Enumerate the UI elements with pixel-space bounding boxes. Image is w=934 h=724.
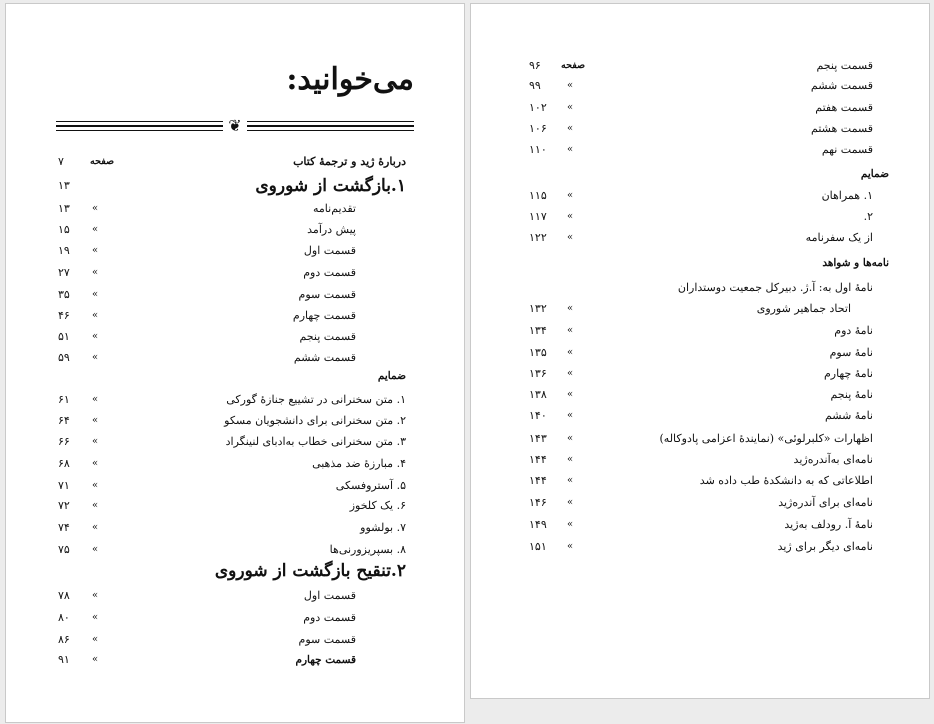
title-ornament <box>56 116 414 135</box>
toc-page-number: ۹۶ <box>529 59 541 72</box>
toc-row <box>46 348 406 368</box>
toc-row <box>46 220 406 240</box>
toc-row <box>46 476 406 496</box>
contents-title: می‌خوانید: <box>286 62 414 97</box>
toc-page-number: ۸۶ <box>58 633 70 646</box>
toc-entry-title: قسمت ششم <box>293 351 356 364</box>
toc-page-number: ۹۹ <box>529 79 541 92</box>
toc-header-row <box>46 152 406 172</box>
toc-entry-title: قسمت چهارم <box>292 309 356 322</box>
ditto-mark: « <box>92 224 99 235</box>
ditto-mark: « <box>567 410 574 421</box>
toc-page-number: ۷ <box>58 155 64 168</box>
toc-entry-title: ۲. <box>863 210 873 223</box>
toc-page-number: ۱۳۸ <box>529 388 547 401</box>
ditto-mark: « <box>92 245 99 256</box>
toc-entry-title: ۳. متن سخنرانی خطاب به‌ادبای لنینگراد <box>225 435 406 448</box>
ditto-mark: « <box>92 612 99 623</box>
ditto-mark: « <box>92 331 99 342</box>
toc-entry-title: قسمت چهارم <box>295 654 356 666</box>
toc-entry-title: ۲. متن سخنرانی برای دانشجویان مسکو <box>224 414 406 427</box>
appendix-heading-row <box>521 164 889 184</box>
toc-entry-title: نامهٔ دوم <box>834 324 873 337</box>
ditto-mark: « <box>92 415 99 426</box>
toc-entry-title: ۱. متن سخنرانی در تشییع جنازهٔ گورکی <box>226 393 406 406</box>
ditto-mark: « <box>92 267 99 278</box>
toc-row <box>521 207 873 227</box>
toc-row <box>521 537 873 557</box>
ditto-mark: « <box>567 497 574 508</box>
toc-entry-title: قسمت ششم <box>810 79 873 92</box>
ditto-mark: « <box>92 500 99 511</box>
toc-entry-title: ۱. همراهان <box>821 189 873 202</box>
toc-page-number: ۱۴۶ <box>529 496 547 509</box>
toc-page-number: ۱۳ <box>58 179 70 192</box>
toc-page-number: ۱۴۳ <box>529 432 547 445</box>
toc-row <box>521 493 873 513</box>
toc-page-number: ۱۳۶ <box>529 367 547 380</box>
toc-row <box>46 496 406 516</box>
toc-entry-title: قسمت هشتم <box>811 122 873 135</box>
toc-entry-title: ۷. بولشوو <box>360 521 406 534</box>
toc-page-number: ۱۳۲ <box>529 302 547 315</box>
toc-page-number: ۶۶ <box>58 435 70 448</box>
toc-page-number: ۱۱۰ <box>529 143 547 156</box>
toc-page-number: ۵۱ <box>58 330 70 343</box>
section-title: ۲.تنقیح بازگشت از شوروی <box>214 561 406 581</box>
toc-entry-title: قسمت اول <box>303 589 356 602</box>
toc-row <box>46 327 406 347</box>
ditto-mark: « <box>567 475 574 486</box>
toc-entry-title: اظهارات «کلبرلوئی» (نمایندهٔ اعزامی پادوکاله) <box>659 432 873 445</box>
ditto-mark: « <box>567 80 574 91</box>
toc-row <box>521 385 873 405</box>
ditto-mark: « <box>92 310 99 321</box>
ditto-mark: « <box>567 190 574 201</box>
toc-row <box>46 241 406 261</box>
ditto-mark: « <box>92 634 99 645</box>
toc-row <box>521 299 873 319</box>
toc-row <box>521 515 873 535</box>
ditto-mark: « <box>567 144 574 155</box>
section-heading-row <box>46 561 406 581</box>
toc-row <box>46 454 406 474</box>
ditto-mark: « <box>567 433 574 444</box>
toc-row <box>46 199 406 219</box>
toc-entry-title: قسمت دوم <box>303 611 356 624</box>
toc-row <box>46 411 406 431</box>
toc-page-number: ۷۱ <box>58 479 70 492</box>
toc-page-number: ۱۰۶ <box>529 122 547 135</box>
toc-page-number: ۳۵ <box>58 288 70 301</box>
toc-entry-title: قسمت هفتم <box>815 101 873 114</box>
toc-entry-title: از یک سفرنامه <box>805 231 873 244</box>
toc-page-number: ۱۵ <box>58 223 70 236</box>
ditto-mark: « <box>567 303 574 314</box>
toc-entry-title: نامه‌ای دیگر برای ژید <box>777 540 873 553</box>
ditto-mark: « <box>92 436 99 447</box>
page-label: صفحه <box>90 156 115 167</box>
ditto-mark: « <box>567 519 574 530</box>
toc-page-number: ۷۲ <box>58 499 70 512</box>
ditto-mark: « <box>92 458 99 469</box>
ditto-mark: « <box>92 522 99 533</box>
toc-page-number: ۷۸ <box>58 589 70 602</box>
appendix-heading-row <box>46 366 406 386</box>
section-title: ۱.بازگشت از شوروی <box>255 176 406 196</box>
ditto-mark: « <box>92 352 99 363</box>
toc-entry-title: قسمت پنجم <box>816 59 873 72</box>
toc-entry-title: ۵. آستروفسکی <box>335 479 406 492</box>
ditto-mark: « <box>567 211 574 222</box>
ditto-mark: « <box>567 541 574 552</box>
ditto-mark: « <box>567 347 574 358</box>
toc-page-number: ۱۹ <box>58 244 70 257</box>
appendix-title: ضمایم <box>377 370 406 382</box>
section-heading-row <box>46 176 406 196</box>
toc-row <box>46 540 406 560</box>
toc-page-number: ۵۹ <box>58 351 70 364</box>
toc-entry-title: نامهٔ اول به: آ.ژ. دبیرکل جمعیت دوستداران <box>677 281 873 294</box>
toc-page-number: ۱۵۱ <box>529 540 547 553</box>
toc-page-number: ۱۴۴ <box>529 453 547 466</box>
toc-page-number: ۸۰ <box>58 611 70 624</box>
toc-row <box>521 119 873 139</box>
left-page <box>5 3 465 723</box>
toc-page-number: ۱۴۹ <box>529 518 547 531</box>
ditto-mark: « <box>92 289 99 300</box>
toc-entry-title: ۸. بسپریزورنی‌ها <box>329 543 406 556</box>
toc-row <box>521 140 873 160</box>
ditto-mark: « <box>92 480 99 491</box>
ditto-mark: « <box>92 203 99 214</box>
toc-entry-title: قسمت دوم <box>303 266 356 279</box>
toc-entry-title: نامه‌ای برای آندره‌ژید <box>778 496 873 509</box>
toc-page-number: ۱۴۰ <box>529 409 547 422</box>
toc-entry-title: اطلاعاتی که به دانشکدهٔ طب داده شد <box>699 474 873 487</box>
ditto-mark: « <box>92 394 99 405</box>
toc-entry-title: قسمت اول <box>303 244 356 257</box>
ditto-mark: « <box>92 544 99 555</box>
page-label: صفحه <box>561 60 586 71</box>
toc-page-number: ۷۴ <box>58 521 70 534</box>
toc-page-number: ۴۶ <box>58 309 70 322</box>
toc-page-number: ۱۴۴ <box>529 474 547 487</box>
toc-row <box>46 263 406 283</box>
toc-page-number: ۶۸ <box>58 457 70 470</box>
toc-page-number: ۱۳۵ <box>529 346 547 359</box>
toc-row <box>521 186 873 206</box>
toc-row <box>46 306 406 326</box>
letters-heading-row <box>521 253 889 273</box>
toc-row <box>521 98 873 118</box>
toc-row <box>46 432 406 452</box>
toc-entry-title: نامهٔ پنجم <box>830 388 873 401</box>
toc-row <box>521 278 873 298</box>
appendix-title: ضمایم <box>860 168 889 180</box>
ditto-mark: « <box>567 389 574 400</box>
toc-row <box>46 285 406 305</box>
toc-page-number: ۹۱ <box>58 653 70 666</box>
toc-entry-title: اتحاد جماهیر شوروی <box>756 302 851 315</box>
right-page <box>470 3 930 699</box>
ditto-mark: « <box>92 654 99 665</box>
toc-row <box>521 406 873 426</box>
ditto-mark: « <box>567 368 574 379</box>
toc-row <box>46 518 406 538</box>
toc-page-number: ۶۴ <box>58 414 70 427</box>
toc-row <box>521 56 873 76</box>
toc-page-number: ۱۰۲ <box>529 101 547 114</box>
toc-row <box>521 364 873 384</box>
toc-entry-title: نامه‌ای به‌آندره‌ژید <box>793 453 873 466</box>
ditto-mark: « <box>567 454 574 465</box>
toc-entry-title: نامهٔ ششم <box>824 409 873 422</box>
toc-page-number: ۶۱ <box>58 393 70 406</box>
toc-row <box>521 471 873 491</box>
toc-row <box>521 228 873 248</box>
letters-title: نامه‌ها و شواهد <box>822 257 889 269</box>
toc-page-number: ۱۱۵ <box>529 189 547 202</box>
toc-page-number: ۱۳۴ <box>529 324 547 337</box>
toc-row <box>521 321 873 341</box>
toc-row <box>521 343 873 363</box>
toc-page-number: ۲۷ <box>58 266 70 279</box>
toc-entry-title: دربارهٔ ژید و ترجمهٔ کتاب <box>293 155 406 168</box>
toc-entry-title: قسمت نهم <box>821 143 873 156</box>
toc-entry-title: نامهٔ چهارم <box>823 367 873 380</box>
toc-entry-title: قسمت سوم <box>298 288 356 301</box>
toc-entry-title: نامهٔ سوم <box>829 346 873 359</box>
toc-entry-title: پیش درآمد <box>307 223 356 236</box>
toc-row <box>46 586 406 606</box>
toc-row <box>46 608 406 628</box>
toc-entry-title: ۶. یک کلخوز <box>349 499 406 512</box>
toc-row <box>521 76 873 96</box>
toc-page-number: ۷۵ <box>58 543 70 556</box>
toc-entry-title: تقدیم‌نامه <box>313 202 356 215</box>
toc-page-number: ۱۳ <box>58 202 70 215</box>
toc-entry-title: ۴. مبارزهٔ ضد مذهبی <box>312 457 406 470</box>
toc-entry-title: نامهٔ آ. رودلف به‌ژید <box>784 518 873 531</box>
ditto-mark: « <box>567 102 574 113</box>
ditto-mark: « <box>567 123 574 134</box>
toc-row <box>46 630 406 650</box>
toc-entry-title: قسمت سوم <box>298 633 356 646</box>
ornament-emblem-icon: ❦ <box>223 117 247 135</box>
toc-page-number: ۱۱۷ <box>529 210 547 223</box>
toc-page-number: ۱۲۲ <box>529 231 547 244</box>
toc-entry-title: قسمت پنجم <box>299 330 356 343</box>
toc-row <box>46 390 406 410</box>
toc-row <box>521 450 873 470</box>
toc-row <box>46 650 406 670</box>
ditto-mark: « <box>567 325 574 336</box>
ditto-mark: « <box>567 232 574 243</box>
toc-row <box>521 429 873 449</box>
ditto-mark: « <box>92 590 99 601</box>
